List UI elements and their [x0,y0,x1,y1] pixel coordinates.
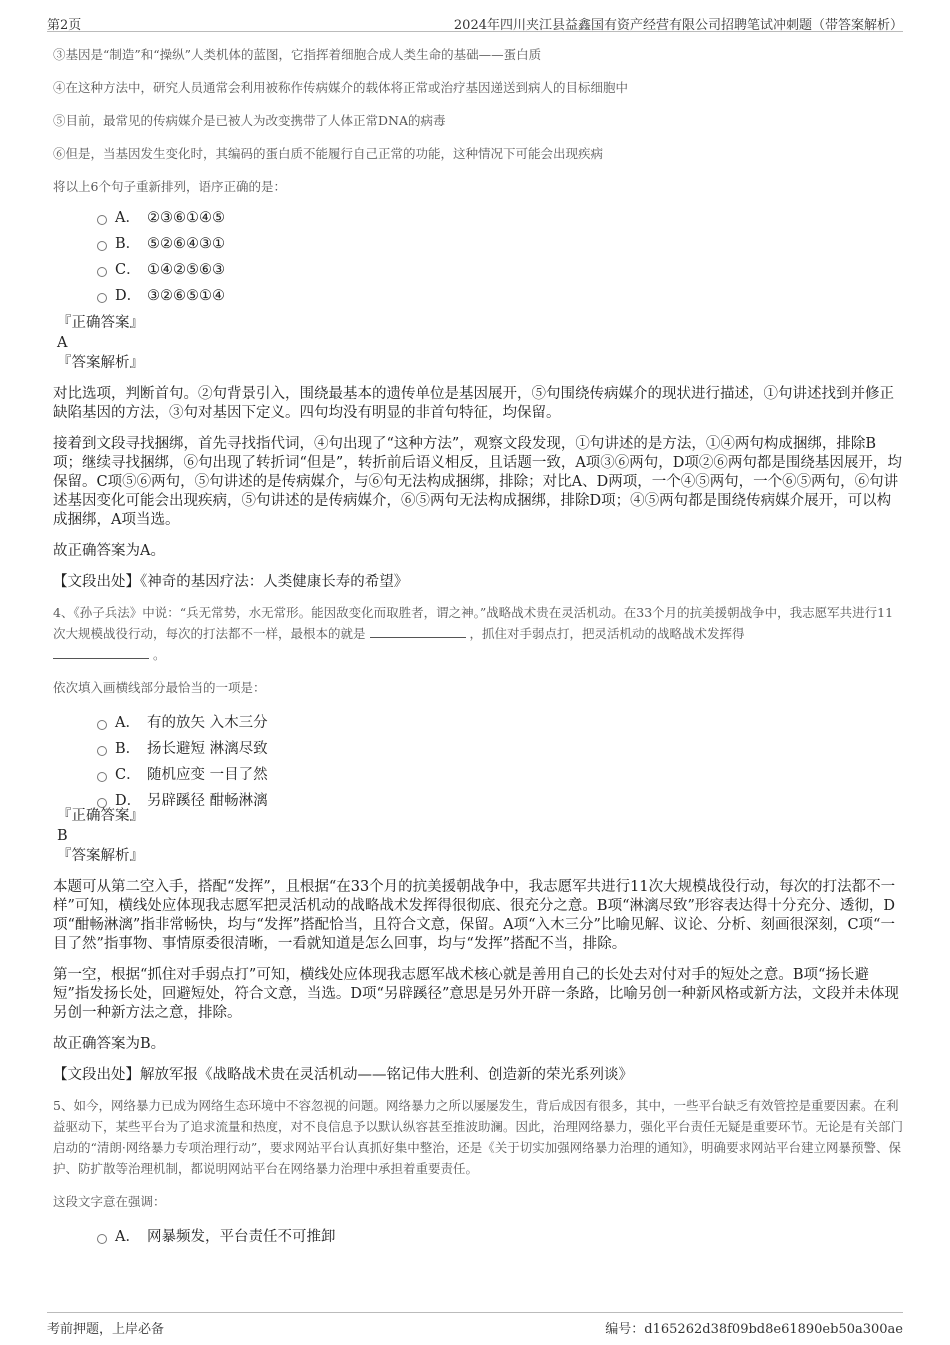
analysis-paragraph: 本题可从第二空入手，搭配“发挥”，且根据“在33个月的抗美援朝战争中，我志愿军共进行11次大规模战役行动，每次的打法都不一样”可知，横线处应体现我志愿军把灵活机动的战略战术发挥得很彻底、很充分之意。B项“淋漓尽致”形容表达得十分充分、透彻，D项“酣畅淋漓”指非常畅快，均与“发挥”搭配恰当，且符合文意，保留。A项“入木三分”比喻见解、议论、分析、刻画很深刻，C项“一目了然”指事物、事情原委很清晰，一看就知道是怎么回事，均与“发挥”搭配不当，排除。 [53,879,896,952]
option-a[interactable]: A． ②③⑥①④⑤ [53,205,903,231]
page-content [53,44,903,1250]
option-c[interactable]: C． 随机应变 一目了然 [53,762,903,788]
document-id: 编号：d165262d38f09bd8e61890eb50a300ae [605,1322,903,1337]
option-c[interactable]: C． ①④②⑤⑥③ [53,257,903,283]
correct-answer: A [57,335,68,351]
analysis-conclusion: 故正确答案为A。 [53,543,165,559]
question-prompt: 这段文字意在强调： [53,1194,166,1209]
analysis-conclusion: 故正确答案为B。 [53,1036,166,1052]
page-footer [47,1312,903,1337]
correct-answer-label: 『正确答案』 [57,315,144,331]
sentence-3: ③基因是“制造”和“操纵”人类机体的蓝图，它指挥着细胞合成人类生命的基础——蛋白质 [53,47,542,62]
question-stem: 4、《孙子兵法》中说：“兵无常势，水无常形。能因敌变化而取胜者，谓之神。”战略战术贵在灵活机动。在33个月的抗美援朝战争中，我志愿军共进行11次大规模战役行动，每次的打法都不一样，最根本的就是 ，抓住对手弱点打，把灵活机动的战略战术发挥得 。 [53,605,894,662]
option-b[interactable]: B． 扬长避短 淋漓尽致 [53,736,903,762]
analysis-paragraph: 第一空，根据“抓住对手弱点打”可知，横线处应体现我志愿军战术核心就是善用自己的长处去对付对手的短处之意。B项“扬长避短”指发扬长处，回避短处，符合文意，当选。D项“另辟蹊径”意思是另外开辟一条路，比喻另创一种新风格或新方法，文段并未体现另创一种新方法之意，排除。 [53,967,899,1021]
radio-icon[interactable] [97,798,107,808]
radio-icon[interactable] [97,746,107,756]
sentence-6: ⑥但是，当基因发生变化时，其编码的蛋白质不能履行自己正常的功能，这种情况下可能会出现疾病 [53,146,604,161]
answer-blank [53,647,149,659]
question-prompt: 依次填入画横线部分最恰当的一项是： [53,680,266,695]
radio-icon[interactable] [97,293,107,303]
option-a[interactable]: A． 有的放矢 入木三分 [53,710,903,736]
option-b[interactable]: B． ⑤②⑥④③① [53,231,903,257]
sentence-5: ⑤目前，最常见的传病媒介是已被人为改变携带了人体正常DNA的病毒 [53,113,446,128]
radio-icon[interactable] [97,1234,107,1244]
analysis-paragraph: 接着到文段寻找捆绑，首先寻找指代词，④句出现了“这种方法”，观察文段发现，①句讲述的是方法，①④两句构成捆绑，排除B项；继续寻找捆绑，⑥句出现了转折词“但是”，转折前后语义相反，且话题一致，A项③⑥两句，D项②⑥两句都是围绕基因展开，均保留。C项⑤⑥两句，⑤句讲述的是传病媒介，与⑥句无法构成捆绑，排除；对比A、D两项，一个④⑤两句，一个⑥⑤两句，⑥句讲述基因变化可能会出现疾病，⑤句讲述的是传病媒介，⑥⑤两句无法构成捆绑，排除D项；④⑤两句都是围绕传病媒介展开，可以构成捆绑，A项当选。 [53,436,902,528]
answer-blank [370,626,466,638]
sentence-4: ④在这种方法中，研究人员通常会利用被称作传病媒介的载体将正常或治疗基因递送到病人的目标细胞中 [53,80,629,95]
document-title: 2024年四川夹江县益鑫国有资产经营有限公司招聘笔试冲刺题（带答案解析） [453,18,903,33]
analysis-label: 『答案解析』 [57,848,144,864]
option-d[interactable]: D． ③②⑥⑤①④ [53,283,903,309]
option-d[interactable]: D． 另辟蹊径 酣畅淋漓 [53,788,903,814]
options-list [53,1224,903,1250]
analysis-paragraph: 对比选项，判断首句。②句背景引入，围绕最基本的遗传单位是基因展开，⑤句围绕传病媒介的现状进行描述，①句讲述找到并修正缺陷基因的方法，③句对基因下定义。四句均没有明显的非首句特征，均保留。 [53,386,894,421]
page-number: 第2页 [47,18,82,33]
question-stem: 5、如今，网络暴力已成为网络生态环境中不容忽视的问题。网络暴力之所以屡屡发生，背后成因有很多，其中，一些平台缺乏有效管控是重要因素。在利益驱动下，某些平台为了追求流量和热度，对不良信息予以默认纵容甚至推波助澜。因此，治理网络暴力，强化平台责任无疑是重要环节。无论是有关部门启动的“清朗·网络暴力专项治理行动”，要求网站平台认真抓好集中整治，还是《关于切实加强网络暴力治理的通知》，明确要求网站平台建立网暴预警、保护、防扩散等治理机制，都说明网站平台在网络暴力治理中承担着重要责任。 [53,1098,904,1176]
radio-icon[interactable] [97,720,107,730]
option-a[interactable]: A． 网暴频发，平台责任不可推卸 [53,1224,903,1250]
correct-answer-label: 『正确答案』 [57,808,144,824]
radio-icon[interactable] [97,267,107,277]
options-list [53,710,903,814]
radio-icon[interactable] [97,772,107,782]
radio-icon[interactable] [97,215,107,225]
source-citation: 【文段出处】解放军报《战略战术贵在灵活机动——铭记伟大胜利、创造新的荣光系列谈》 [53,1067,633,1083]
source-citation: 【文段出处】《神奇的基因疗法：人类健康长寿的希望》 [53,574,409,590]
analysis-label: 『答案解析』 [57,355,144,371]
page-header [47,10,903,32]
correct-answer: B [57,828,68,844]
options-list [53,205,903,309]
radio-icon[interactable] [97,241,107,251]
question-prompt: 将以上6个句子重新排列，语序正确的是： [53,179,286,194]
footer-slogan: 考前押题，上岸必备 [47,1322,165,1337]
